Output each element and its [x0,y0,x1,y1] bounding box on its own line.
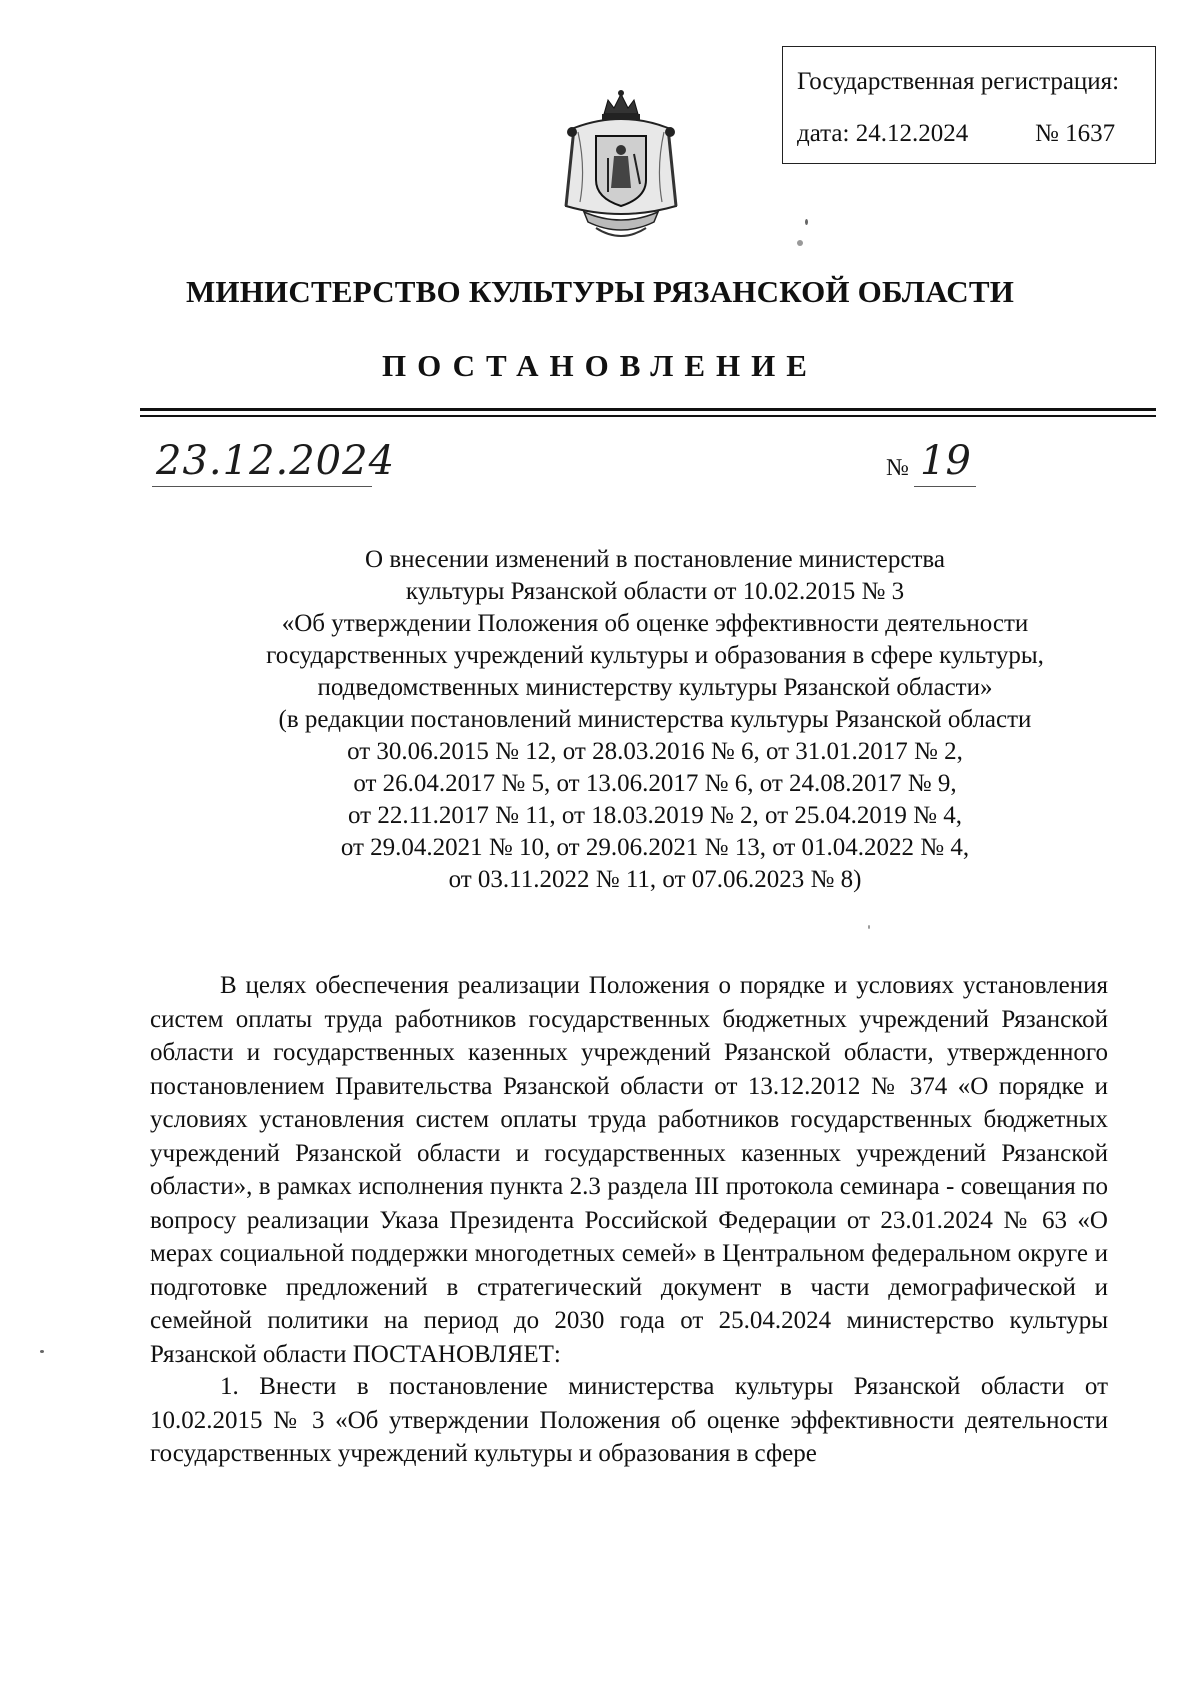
handwritten-number: 19 [920,438,971,484]
body-paragraph-preamble: В целях обеспечения реализации Положения о порядке и условиях установления систем оплаты труда работников государственных бюджетных учреждений Рязанской области и государственных казенных учреждений Рязанской области, утвержденного постановлением Правительства Рязанской области от 13.12.2012 № 374 «О порядке и условиях установления систем оплаты труда работников государственных бюджетных учреждений Рязанской области и государственных казенных учреждений Рязанской области», в рамках исполнения пункта 2.3 раздела III протокола семинара - совещания по вопросу реализации Указа Президента Российской Федерации от 23.01.2024 № 63 «О мерах социальной поддержки многодетных семей» в Центральном федеральном округе и подготовке предложений в стратегический документ в части демографической и семейной политики на период до 2030 года от 25.04.2024 министерство культуры Рязанской области ПОСТАНОВЛЯЕТ: [150,972,1108,1368]
subject-line: культуры Рязанской области от 10.02.2015 № 3 [405,578,905,605]
registration-date: дата: 24.12.2024 [797,120,969,147]
body-paragraph-item-1: 1. Внести в постановление министерства культуры Рязанской области от 10.02.2015 № 3 «Об утверждении Положения об оценке эффективности деятельности государственных учреждений культуры и образования в сфере [150,1373,1108,1467]
handwritten-date: 23.12.2024 [156,438,396,484]
registration-title: Государственная регистрация: [797,68,1120,95]
scan-speck [40,1350,44,1353]
subject-line: от 30.06.2015 № 12, от 28.03.2016 № 6, от 31.01.2017 № 2, [347,738,963,765]
number-underline [914,486,976,487]
document-type: ПОСТАНОВЛЕНИЕ [382,348,818,383]
subject-line: государственных учреждений культуры и образования в сфере культуры, [266,642,1044,669]
subject-line: (в редакции постановлений министерства культуры Рязанской области [278,706,1032,733]
registration-stamp [782,46,1156,164]
scan-speck [805,219,808,225]
scan-speck [868,925,870,929]
subject-line: от 22.11.2017 № 11, от 18.03.2019 № 2, от 25.04.2019 № 4, [348,802,962,829]
header-rule-thick [140,408,1156,411]
ryazan-coat-of-arms-icon [556,88,686,248]
header-rule-thin [140,415,1156,417]
scan-speck [797,240,803,246]
document-subject [150,544,1160,896]
subject-line: от 26.04.2017 № 5, от 13.06.2017 № 6, от 24.08.2017 № 9, [353,770,957,797]
subject-line: от 29.04.2021 № 10, от 29.06.2021 № 13, от 01.04.2022 № 4, [340,834,970,861]
ministry-title: МИНИСТЕРСТВО КУЛЬТУРЫ РЯЗАНСКОЙ ОБЛАСТИ [185,274,1015,309]
registration-number: № 1637 [1035,120,1116,147]
document-body [150,969,1108,1471]
number-label: № [886,455,909,481]
subject-line: О внесении изменений в постановление министерства [365,546,945,573]
subject-line: «Об утверждении Положения об оценке эффективности деятельности [281,610,1029,637]
subject-line: подведомственных министерству культуры Рязанской области» [317,674,993,701]
date-underline [152,486,372,487]
subject-line: от 03.11.2022 № 11, от 07.06.2023 № 8) [448,866,862,893]
